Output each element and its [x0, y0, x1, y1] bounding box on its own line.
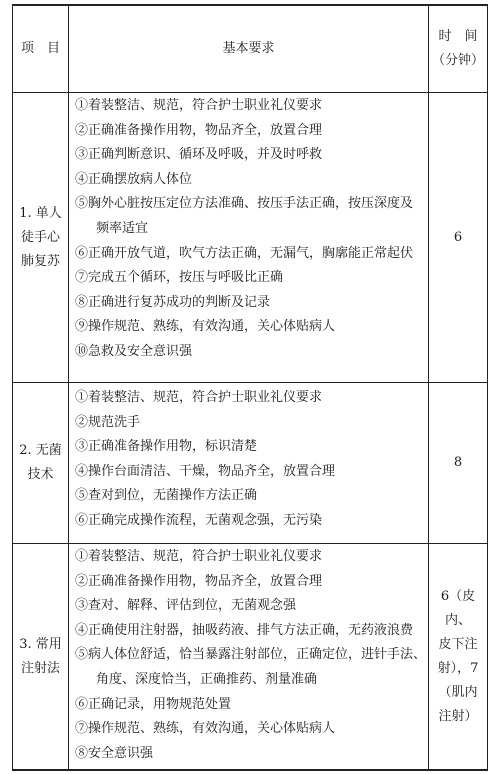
column-divider-1: [68, 4, 69, 771]
header-time-unit: （分钟）: [431, 52, 484, 68]
requirement-line: ⑤胸外心脏按压定位方法准确、按压手法正确，按压深度及: [75, 196, 414, 212]
row-3-item-line: 3. 常用: [19, 636, 62, 652]
requirement-line: ③正确判断意识、循环及呼吸，并及时呼救: [75, 147, 323, 163]
row-1-item-line: 徒手心: [20, 229, 60, 245]
requirement-line: ⑦操作规范、熟练，有效沟通，关心体贴病人: [75, 721, 336, 737]
requirement-line: ①着装整洁、规范，符合护士职业礼仪要求: [75, 549, 323, 564]
row-3-requirements: [75, 545, 426, 766]
requirement-line: ⑦完成五个循环，按压与呼吸比正确: [75, 270, 284, 286]
row-3-time-line: 注射）: [438, 708, 478, 724]
requirement-line: ②正确准备操作用物，物品齐全，放置合理: [75, 122, 323, 138]
requirement-line: ④正确摆放病人体位: [75, 171, 193, 187]
requirement-line: ⑧正确进行复苏成功的判断及记录: [75, 294, 271, 310]
requirement-line: ⑥正确完成操作流程，无菌观念强，无污染: [75, 512, 323, 528]
header-time: [429, 5, 487, 92]
requirement-line: ⑩急救及安全意识强: [75, 343, 193, 359]
requirement-line: ②正确准备操作用物，物品齐全，放置合理: [75, 573, 323, 589]
row-1-time-value: 6: [453, 229, 463, 245]
requirement-line: ③正确准备操作用物，标识清楚: [75, 439, 258, 455]
header-divider: [12, 92, 488, 93]
row-2-time-value: 8: [453, 455, 463, 470]
row-3-time-line: 射），7: [437, 660, 479, 676]
requirement-line: ⑤查对到位，无菌操作方法正确: [75, 488, 258, 504]
row-1-item-line: 肺复苏: [20, 253, 60, 269]
row-3-item-line: 注射法: [20, 660, 60, 676]
header-time-label: 时 间: [438, 28, 478, 44]
row-3-time-line: 6（皮内、: [440, 588, 476, 628]
row-1-item: [13, 93, 68, 382]
header-item: [13, 5, 68, 92]
requirement-line: ⑧安全意识强: [75, 745, 154, 761]
row-3-time-line: （肌内: [438, 684, 478, 700]
requirement-line: ②规范洗手: [75, 414, 141, 430]
requirement-line: ④操作台面清洁、干燥，物品齐全，放置合理: [75, 463, 336, 479]
requirement-line: ③查对、解释、评估到位，无菌观念强: [75, 598, 297, 614]
row-3-item: [13, 544, 68, 769]
requirement-line: ⑤病人体位舒适，恰当暴露注射部位，正确定位，进针手法、: [75, 647, 427, 663]
row-1-item-line: 1. 单人: [19, 205, 62, 221]
requirement-line: ①着装整洁、规范，符合护士职业礼仪要求: [75, 98, 323, 113]
requirement-line-continued: 角度、深度恰当，正确推药、剂量准确: [96, 671, 318, 687]
row-1-requirements: [75, 94, 413, 365]
row-2-item-line: 技术: [27, 467, 54, 482]
requirement-line: ⑥正确记录，用物规范处置: [75, 696, 232, 712]
row-divider-1: [12, 382, 488, 383]
header-item-label: 项 目: [20, 40, 60, 56]
row-2-time: [429, 383, 487, 543]
requirement-line: ⑥正确开放气道，吹气方法正确，无漏气，胸廓能正常起伏: [75, 245, 414, 261]
row-3-time: [429, 544, 487, 769]
table-right-border: [487, 4, 488, 771]
requirement-line: ④正确使用注射器，抽吸药液、排气方法正确，无药液浪费: [75, 622, 414, 638]
row-3-time-line: 皮下注: [438, 636, 478, 652]
requirement-line: ⑨操作规范、熟练，有效沟通，关心体贴病人: [75, 319, 336, 335]
header-requirements-label: 基本要求: [222, 40, 275, 56]
header-requirements: [69, 5, 428, 92]
row-1-time: [429, 93, 487, 382]
row-2-item: [13, 383, 68, 543]
table-bottom-border: [12, 769, 488, 771]
row-2-requirements: [75, 386, 335, 534]
requirement-line-continued: 频率适宜: [96, 220, 149, 236]
row-2-item-line: 2. 无菌: [19, 443, 62, 458]
row-divider-2: [12, 543, 488, 544]
requirement-line: ①着装整洁、规范，符合护士职业礼仪要求: [75, 390, 323, 405]
